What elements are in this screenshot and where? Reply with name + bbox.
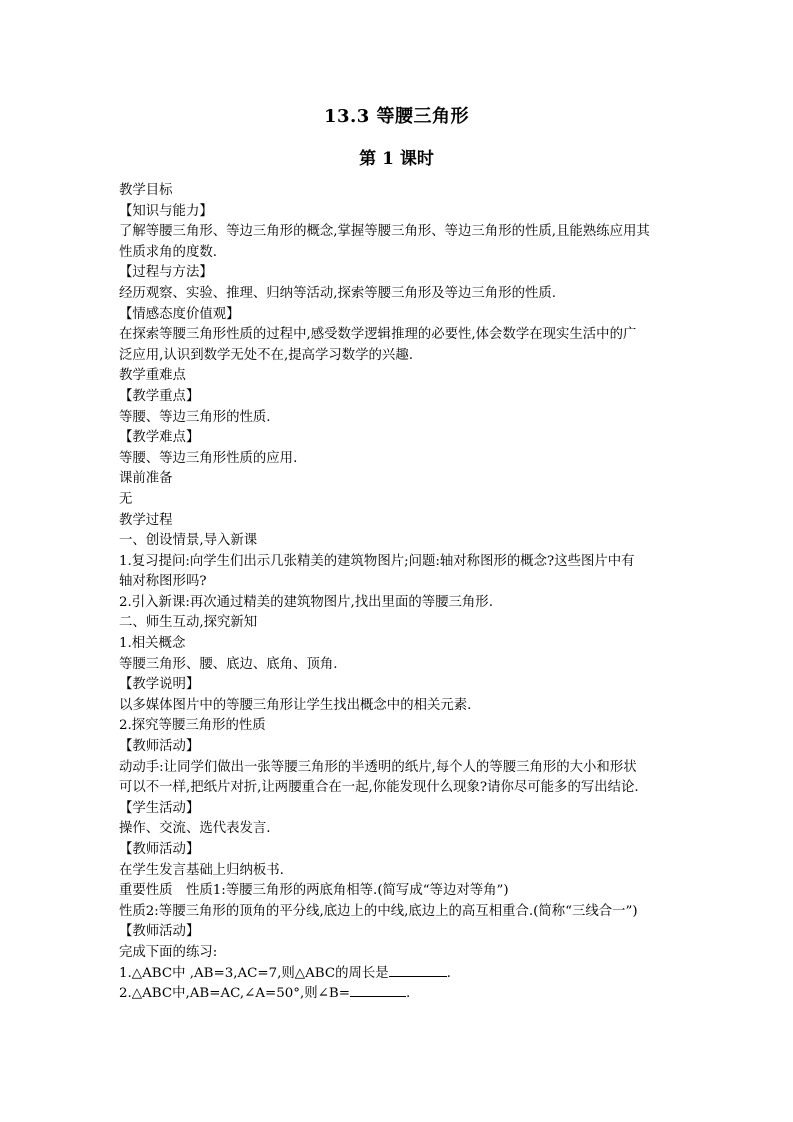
body-line: 【学生活动】 [119,800,200,816]
body-line: 在学生发言基础上归纳板书. [119,862,284,878]
body-line: 1.相关概念 [119,636,186,652]
document-title: 13.3 等腰三角形 [323,106,470,127]
exercise-2-end: . [405,986,411,1002]
body-line: 可以不一样,把纸片对折,让两腰重合在一起,你能发现什么现象?请你尽可能多的写出结论. [119,780,639,796]
body-line: 重要性质 性质1:等腰三角形的两底角相等.(简写成“等边对等角”) [119,883,509,899]
answer-blank-1 [389,964,447,977]
body-line: 操作、交流、选代表发言. [119,821,271,837]
body-lines [119,181,684,964]
body-line: 经历观察、实验、推理、归纳等活动,探索等腰三角形及等边三角形的性质. [119,285,557,301]
body-line: 【教学说明】 [119,677,200,693]
body-line: 完成下面的练习: [119,944,218,960]
body-line: 【知识与能力】 [119,203,213,219]
body-line: 2.探究等腰三角形的性质 [119,718,266,734]
body-line: 【过程与方法】 [119,265,213,281]
body-line: 在探索等腰三角形性质的过程中,感受数学逻辑推理的必要性,体会数学在现实生活中的广 [119,327,637,343]
body-line: 【教学重点】 [119,388,200,404]
body-line: 一、创设情景,导入新课 [119,533,258,549]
body-line: 【情感态度价值观】 [119,306,240,322]
exercise-2 [119,984,684,1005]
body-line: 等腰三角形、腰、底边、底角、顶角. [119,656,338,672]
body-line: 等腰、等边三角形性质的应用. [119,450,298,466]
body-line: 教学目标 [119,183,173,198]
body-line: 性质2:等腰三角形的顶角的平分线,底边上的中线,底边上的高互相重合.(简称“三线合一”) [119,903,638,919]
body-line: 教学重难点 [119,368,186,384]
body-line: 性质求角的度数. [119,244,217,260]
answer-blank-2 [350,984,406,997]
body-line: 动动手:让同学们做出一张等腰三角形的半透明的纸片,每个人的等腰三角形的大小和形状 [119,759,637,775]
document-subtitle: 第 1 课时 [359,149,434,169]
body-line: 【教学难点】 [119,430,200,446]
body-line: 轴对称图形吗? [119,574,207,590]
body-line: 【教师活动】 [119,739,200,755]
document-body [119,181,684,1005]
body-line: 教学过程 [119,512,173,528]
exercise-2-text: 2.△ABC中,AB=AC,∠A=50°,则∠B= [119,986,350,1002]
body-line: 1.复习提问:向学生们出示几张精美的建筑物图片;问题:轴对称图形的概念?这些图片中有 [119,553,635,569]
body-line: 课前准备 [119,471,173,487]
body-line: 2.引入新课:再次通过精美的建筑物图片,找出里面的等腰三角形. [119,594,493,610]
body-line: 等腰、等边三角形的性质. [119,409,271,425]
body-line: 无 [119,491,133,507]
body-line: 【教师活动】 [119,842,200,857]
body-line: 以多媒体图片中的等腰三角形让学生找出概念中的相关元素. [119,697,472,713]
body-line: 了解等腰三角形、等边三角形的概念,掌握等腰三角形、等边三角形的性质,且能熟练应用其 [119,224,650,240]
exercise-1-text: 1.△ABC中 ,AB=3,AC=7,则△ABC的周长是 [119,965,389,981]
body-line: 二、师生互动,探究新知 [119,615,258,631]
exercise-1 [119,964,684,985]
body-line: 【教师活动】 [119,924,200,940]
body-line: 泛应用,认识到数学无处不在,提高学习数学的兴趣. [119,347,413,363]
exercise-1-end: . [446,965,451,981]
